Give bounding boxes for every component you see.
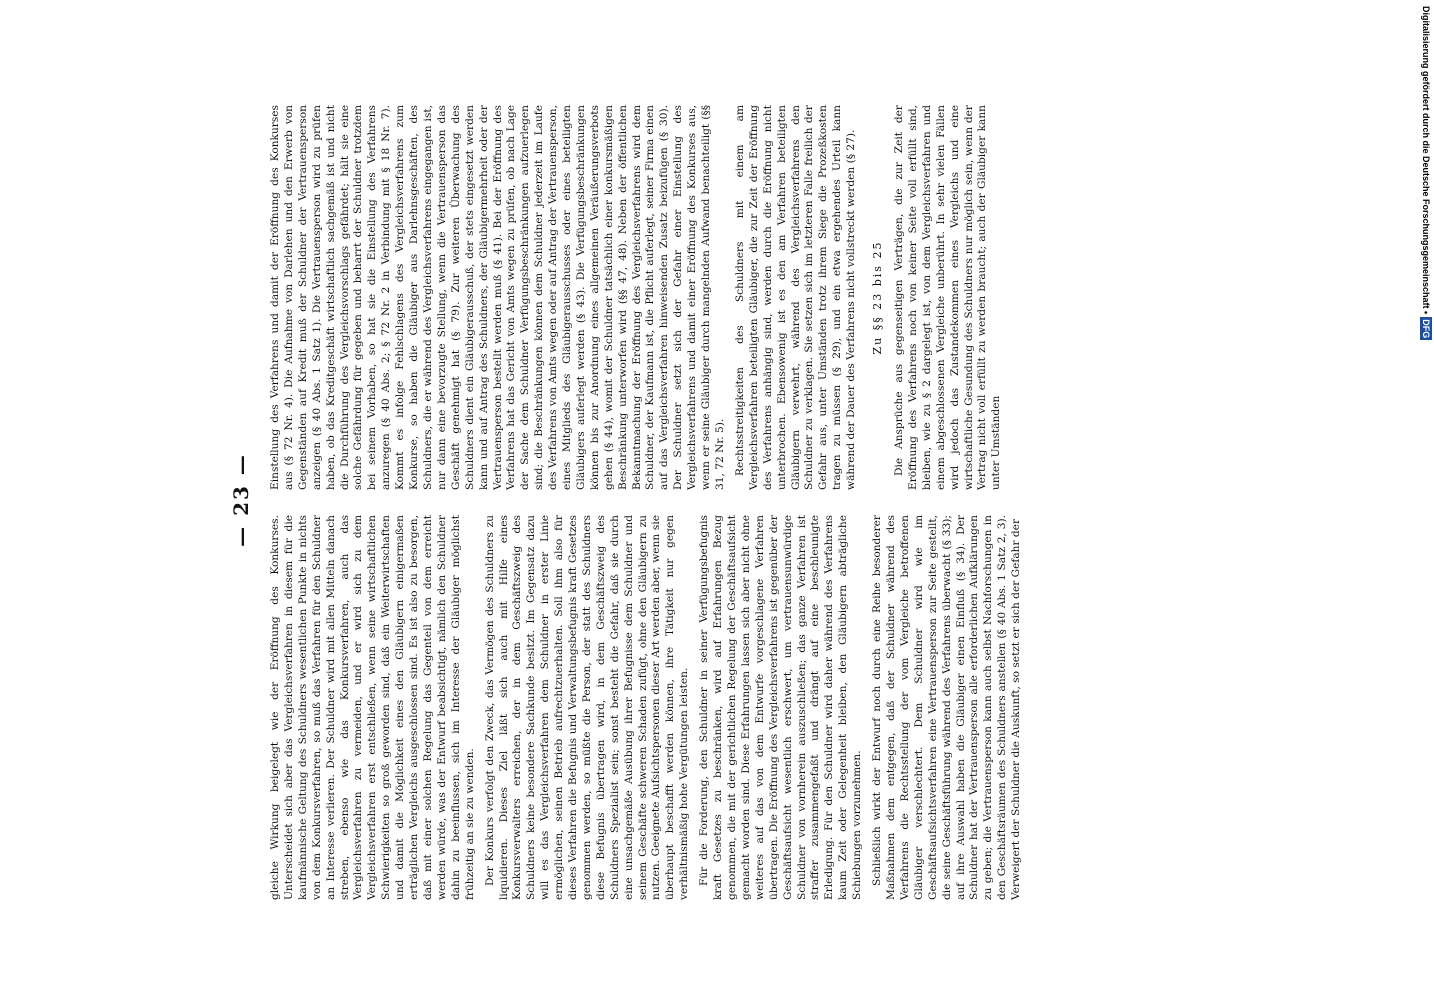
digitization-credit	[1420, 6, 1432, 706]
dfg-logo: DFG	[1421, 319, 1431, 339]
paragraph: Die Ansprüche aus gegenseitigen Verträgen, die zur Zeit der Eröffnung des Verfahrens noch von keiner Seite voll erfüllt sind, bleiben, wie zu § 2 dargelegt ist, von dem Vergleichsverfahren und einem abgeschlossenen Vergleiche unberührt. In sehr vielen Fällen wird jedoch das Zustandekommen eines Vergleichs und eine wirtschaftliche Gesundung des Schuldners nur möglich sein, wenn der Vertrag nicht voll erfüllt zu werden braucht; auch der Gläubiger kann unter Umständen	[892, 105, 1003, 490]
paragraph: Für die Forderung, den Schuldner in seiner Verfügungsbefugnis kraft Gesetzes zu beschränken, wird auf Erfahrungen Bezug genommen, die mit der gerichtlichen Regelung der Geschäftsaufsicht gemacht worden sind. Diese Erfahrungen lassen sich aber nicht ohne weiteres auf das von dem Entwurfe vorgeschlagene Verfahren übertragen. Die Eröffnung des Vergleichsverfahrens ist gegenüber der Geschäftsaufsicht wesentlich erschwert, um vertrauensunwürdige Schuldner von vornherein auszuschließen; das ganze Verfahren ist straffer zusammengefaßt und drängt auf eine beschleunigte Erledigung. Für den Schuldner wird daher während des Verfahrens kaum Zeit oder Gelegenheit bleiben, den Gläubigern abträgliche Schiebungen vorzunehmen.	[698, 515, 864, 900]
left-column	[269, 515, 1030, 900]
page-number: — 23 —	[229, 453, 253, 547]
paragraph: Der Konkurs verfolgt den Zweck, das Vermögen des Schuldners zu liquidieren. Dieses Ziel läßt sich auch mit Hilfe eines Konkursverwalters erreichen, der in dem Geschäftszweig des Schuldners keine besondere Sachkunde besitzt. Im Gegensatz dazu will es das Vergleichsverfahren dem Schuldner in erster Linie ermöglichen, seinen Betrieb aufrechtzuerhalten. Soll ihm also für dieses Verfahren die Befugnis und Verwaltungsbefugnis kraft Gesetzes genommen werden, so müßte die Person, der statt des Schuldners diese Befugnis übertragen wird, in dem Geschäftszweig des Schuldners Spezialist sein; sonst besteht die Gefahr, daß sie durch eine unsachgemäße Ausübung ihrer Befugnisse dem Schuldner und seinem Geschäfte schweren Schaden zufügt, ohne den Gläubigern zu nutzen. Geeignete Aufsichtspersonen dieser Art werden aber, wenn sie überhaupt beschafft werden können, ihre Tätigkeit nur gegen verhältnismäßig hohe Vergütungen leisten.	[483, 515, 691, 900]
document-page	[217, 100, 1217, 900]
section-heading: Zu §§ 23 bis 25	[871, 240, 885, 355]
paragraph: Einstellung des Verfahrens und damit der Eröffnung des Konkurses aus (§ 72 Nr. 4). Die Aufnahme von Darlehen und den Erwerb von Gegenständen auf Kredit muß der Schuldner der Vertrauensperson anzeigen (§ 40 Abs. 1 Satz 1). Die Vertrauensperson wird zu prüfen haben, ob das Kreditgeschäft wirtschaftlich sachgemäß ist und nicht die Durchführung des Vergleichsvorschlags gefährdet; hält sie eine solche Gefährdung für gegeben und beharrt der Schuldner trotzdem bei seinem Vorhaben, so hat sie die Einstellung des Verfahrens anzuregen (§ 40 Abs. 2; § 72 Nr. 2 in Verbindung mit § 18 Nr. 7). Kommt es infolge Fehlschlagens des Vergleichsverfahrens zum Konkurse, so haben die Gläubiger aus Darlehnsgeschäften, des Schuldners, die er während des Vergleichsverfahrens eingegangen ist, nur dann eine bevorzugte Stellung, wenn die Vertrauensperson das Geschäft genehmigt hat (§ 79). Zur weiteren Überwachung des Schuldners dient ein Gläubigerausschuß, der stets eingesetzt werden kann und auf Antrag des Schuldners, der Gläubigermehrheit oder der Vertrauensperson bestellt werden muß (§ 41). Bei der Eröffnung des Verfahrens hat das Gericht von Amts wegen zu prüfen, ob nach Lage der Sache dem Schuldner Verfügungsbeschränkungen aufzuerlegen sind; die Beschränkungen können dem Schuldner jederzeit im Laufe des Verfahrens von Amts wegen oder auf Antrag der Vertrauensperson, eines Mitglieds des Gläubigerausschusses oder eines beteiligten Gläubigers auferlegt werden (§ 43). Die Verfügungsbeschränkungen können bis zur Anordnung eines allgemeinen Veräußerungsverbots gehen (§ 44), womit der Schuldner tatsächlich einer konkursmäßigen Beschränkung unterworfen wird (§§ 47, 48). Neben der öffentlichen Bekanntmachung der Eröffnung des Vergleichsverfahrens wird dem Schuldner, der Kaufmann ist, die Pflicht auferlegt, seiner Firma einen auf das Vergleichsverfahren hinweisenden Zusatz beizufügen (§ 30). Der Schuldner setzt sich der Gefahr einer Einstellung des Vergleichsverfahrens und damit einer Eröffnung des Konkurses aus, wenn er seine Gläubiger durch mangelnden Aufwand benachteiligt (§§ 31, 72 Nr. 5).	[269, 105, 726, 490]
paragraph: Schließlich wirkt der Entwurf noch durch eine Reihe besonderer Maßnahmen dem entgegen, daß der Schuldner während des Verfahrens die Rechtsstellung der vom Vergleiche betroffenen Gläubiger verschlechtert. Dem Schuldner wird wie im Geschäftsaufsichtsverfahren eine Vertrauensperson zur Seite gestellt, die seine Geschäftsführung während des Verfahrens überwacht (§ 33); auf ihre Auswahl haben die Gläubiger einen Einfluß (§ 34). Der Schuldner hat der Vertrauensperson alle erforderlichen Aufklärungen zu geben; die Vertrauensperson kann auch selbst Nachforschungen in den Geschäftsräumen des Schuldners anstellen (§ 40 Abs. 1 Satz 2, 3). Verweigert der Schuldner die Auskunft, so setzt er sich der Gefahr der	[871, 515, 1023, 900]
paragraph: gleiche Wirkung beigelegt wie der Eröffnung des Konkurses. Unterscheidet sich aber das Vergleichsverfahren in diesem für die kaufmännische Geltung des Schuldners wesentlichen Punkte in nichts von dem Konkursverfahren, so muß das Verfahren für den Schuldner an Interesse verlieren. Der Schuldner wird mit allen Mitteln danach streben, ebenso wie das Konkursverfahren, auch das Vergleichsverfahren zu vermeiden, und er wird sich zu dem Vergleichsverfahren erst entschließen, wenn seine wirtschaftlichen Schwierigkeiten so groß geworden sind, daß ein Weiterwirtschaften und damit die Möglichkeit eines den Gläubigern einigermaßen erträglichen Vergleichs ausgeschlossen sind. Es ist also zu besorgen, daß mit einer solchen Regelung das Gegenteil von dem erreicht werden würde, was der Entwurf beabsichtigt, nämlich den Schuldner dahin zu beeinflussen, sich im Interesse der Gläubiger möglichst frühzeitig an sie zu wenden.	[269, 515, 476, 900]
right-column	[269, 105, 1010, 490]
paragraph: Rechtsstreitigkeiten des Schuldners mit einem am Vergleichsverfahren beteiligten Gläubiger, die zur Zeit der Eröffnung des Verfahrens anhängig sind, werden durch die Eröffnung nicht unterbrochen. Ebensowenig ist es den am Verfahren beteiligten Gläubigern verwehrt, während des Vergleichsverfahrens den Schuldner zu verklagen. Sie setzen sich im letzteren Falle freilich der Gefahr aus, unter Umständen trotz ihrem Siege die Prozeßkosten tragen zu müssen (§ 29), und ein etwa ergehendes Urteil kann während der Dauer des Verfahrens nicht vollstreckt werden (§ 27).	[733, 105, 858, 490]
credit-text: Digitalisierung gefördert durch die Deutsche Forschungsgemeinschaft •	[1421, 6, 1431, 315]
